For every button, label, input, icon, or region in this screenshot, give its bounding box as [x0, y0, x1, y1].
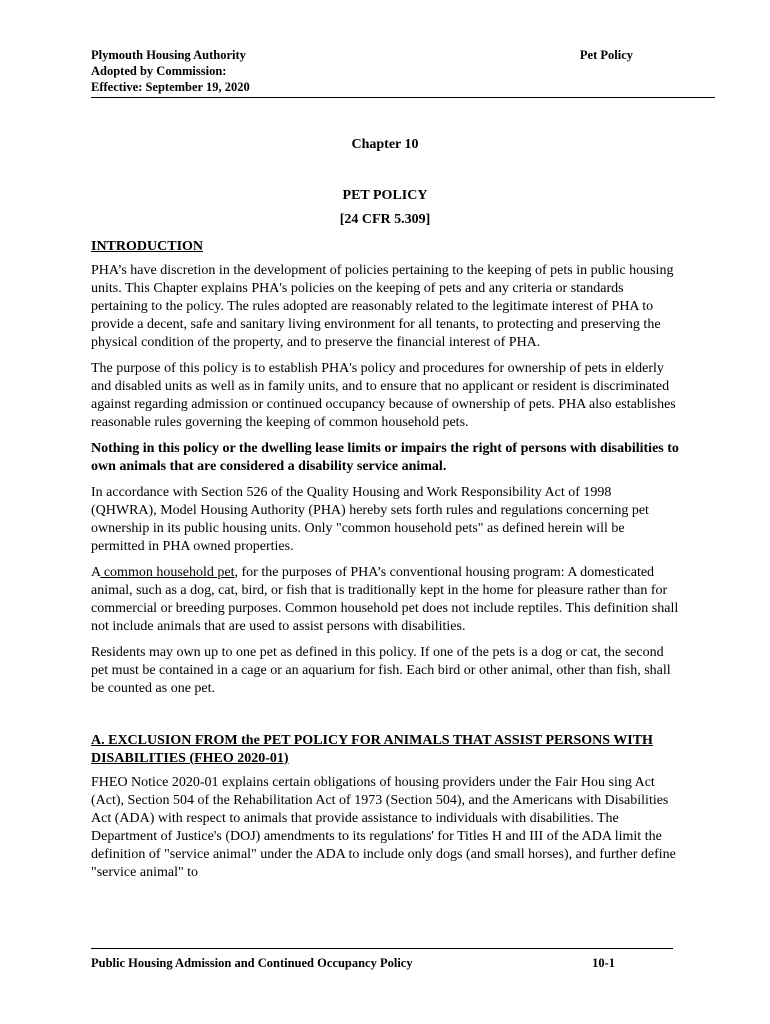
footer-policy-title: Public Housing Admission and Continued Occupancy Policy	[91, 956, 413, 970]
intro-paragraph-6: Residents may own up to one pet as defined in this policy. If one of the pets is a dog or cat, the second pet must be contained in a cage or an aquarium for fish. Each bird or other animal, other than fish, shall be counted as one pet.	[91, 645, 671, 696]
regulation-citation: [24 CFR 5.309]	[339, 212, 431, 227]
header-adopted: Adopted by Commission:	[91, 64, 227, 78]
header-rule	[91, 97, 715, 98]
section-a-paragraph-1: FHEO Notice 2020-01 explains certain obligations of housing providers under the Fair Hou sing Act (Act), Section 504 of the Rehabilitation Act of 1973 (Section 504), and the Americans with Disabilities Act (ADA) with respect to animals that provide assistance to individuals with disabilities. The Department of Justice's (DOJ) amendments to its regulations' for Titles H and III of the ADA limit the definition of "service animal" under the ADA to include only dogs (and small horses), and further define "service animal" to	[91, 775, 676, 880]
footer-rule	[91, 948, 673, 949]
document-body	[91, 238, 679, 890]
intro-paragraph-3: Nothing in this policy or the dwelling lease limits or impairs the right of persons with disabilities to own animals that are considered a disability service animal.	[91, 441, 679, 474]
section-a-heading: A. EXCLUSION FROM the PET POLICY FOR ANIMALS THAT ASSIST PERSONS WITH DISABILITIES (FHEO 2020-01)	[91, 733, 653, 766]
header-policy-name: Pet Policy	[579, 48, 633, 62]
intro-paragraph-4: In accordance with Section 526 of the Quality Housing and Work Responsibility Act of 1998 (QHWRA), Model Housing Authority (PHA) hereby sets forth rules and regulations concerning pet ownership in its public housing units. Only "common household pets" as defined herein will be permitted in PHA owned properties.	[91, 485, 649, 554]
page-number: 10-1	[592, 956, 615, 970]
introduction-heading: INTRODUCTION	[91, 239, 204, 254]
intro-paragraph-2: The purpose of this policy is to establish PHA's policy and procedures for ownership of pets in elderly and disabled units as well as in family units, and to ensure that no applicant or resident is discriminated against regarding admission or continued occupancy because of ownership of pets. PHA also establishes reasonable rules governing the keeping of common household pets.	[91, 361, 676, 430]
paragraph-5-text: , for the purposes of PHA’s conventional housing program: A domesticated animal, such as a dog, cat, bird, or fish that is traditionally kept in the home for pleasure rather than for commercial or breeding purposes. Common household pet does not include reptiles. This definition shall not include animals that are used to assist persons with disabilities.	[91, 565, 679, 634]
header-organization: Plymouth Housing Authority	[91, 48, 246, 62]
page-header	[91, 47, 715, 95]
intro-paragraph-5	[91, 564, 679, 636]
intro-paragraph-1: PHA’s have discretion in the development of policies pertaining to the keeping of pets in public housing units. This Chapter explains PHA's policies on the keeping of pets and any criteria or standards pertaining to the policy. The rules adopted are reasonably related to the legitimate interest of PHA to provide a decent, safe and sanitary living environment for all tenants, to protecting and preserving the physical condition of the property, and to preserve the financial interest of PHA.	[91, 263, 674, 350]
defined-term-common-household-pet: common household pet	[100, 565, 235, 580]
document-title: PET POLICY	[342, 188, 428, 203]
header-effective-date: Effective: September 19, 2020	[91, 80, 250, 94]
paragraph-5-prefix: A	[91, 565, 101, 580]
page-footer	[91, 956, 615, 971]
chapter-label: Chapter 10	[351, 137, 419, 152]
